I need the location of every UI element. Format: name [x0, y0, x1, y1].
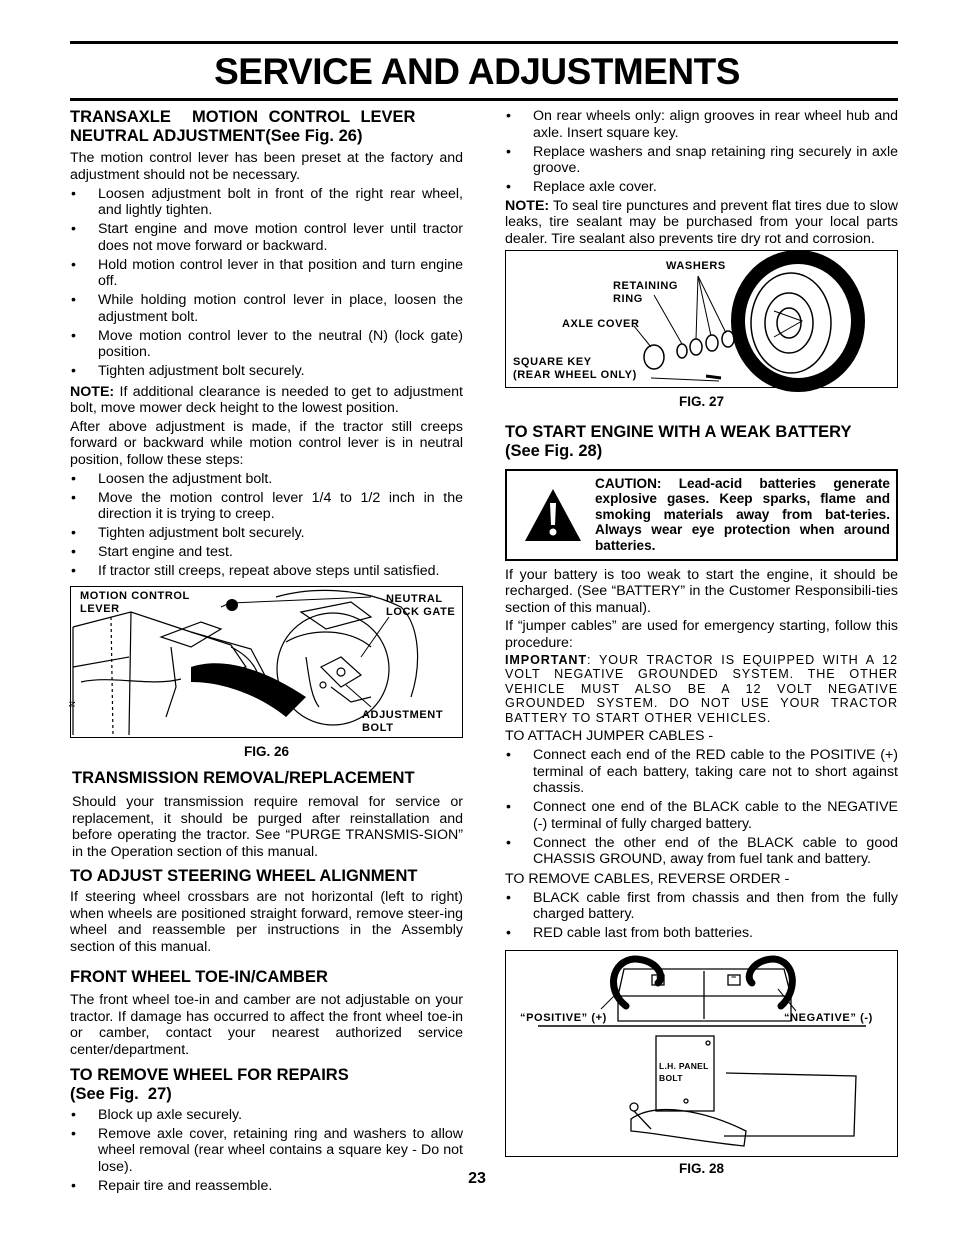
important-text: : YOUR TRACTOR IS EQUIPPED WITH A 12 VOLT NEGATIVE GROUNDED SYSTEM. THE OTHER VEHICLE MUST ALSO BE A 12 VOLT NEGATIVE GROUNDED SYSTEM. DO NOT USE YOUR TRACTOR BATTERY TO START OTHER VEHICLES.	[505, 653, 898, 725]
tire-sealant-note	[505, 198, 898, 248]
remove-steps	[505, 890, 898, 942]
battery-para1: If your battery is too weak to start the engine, it should be recharged. (See “BATTERY” in the Customer Responsibili-ties section of this manual).	[505, 566, 898, 616]
list-item: • Start engine and move motion control lever until tractor does not move forward or backward.	[70, 221, 463, 254]
list-item: • Loosen adjustment bolt in front of the right rear wheel, and lightly tighten.	[70, 186, 463, 219]
remove-wheel-heading	[70, 1066, 463, 1104]
label-retaining-ring: RETAINING RING	[613, 280, 679, 305]
list-item: • Repair tire and reassemble.	[70, 1178, 463, 1195]
steering-text: If steering wheel crossbars are not horizontal (left to right) when wheels are positioned straight forward, remove steer-ing wheel and reassemble per instructions in the Assembly section of this manual.	[70, 889, 463, 955]
transaxle-heading-line1: TRANSAXLE MOTION CONTROL LEVER	[70, 108, 416, 126]
transaxle-note	[70, 384, 463, 417]
note-label: NOTE:	[70, 383, 115, 400]
note-label: NOTE:	[505, 197, 550, 214]
label-positive-terminal: “POSITIVE” (+)	[520, 1011, 607, 1024]
list-item: • Remove axle cover, retaining ring and washers to allow wheel removal (rear wheel contains a square key - Do not lose).	[70, 1126, 463, 1176]
page-number: 23	[468, 1170, 486, 1187]
steering-heading: TO ADJUST STEERING WHEEL ALIGNMENT	[70, 867, 418, 885]
caution-box	[505, 469, 898, 561]
battery-para2: If “jumper cables” are used for emergency starting, follow this procedure:	[505, 618, 898, 651]
label-negative-terminal: “NEGATIVE” (-)	[784, 1011, 873, 1024]
figure-26	[70, 586, 463, 761]
caution-text: CAUTION: Lead-acid batteries generate explosive gases. Keep sparks, flame and smoking materials away from bat-teries. Always wear eye protection when around batteries.	[595, 475, 890, 553]
list-item: • Move the motion control lever 1/4 to 1/2 inch in the direction it is trying to creep.	[70, 490, 463, 523]
list-item: • RED cable last from both batteries.	[505, 925, 898, 942]
list-item: • If tractor still creeps, repeat above steps until satisfied.	[70, 563, 463, 580]
left-column	[70, 108, 463, 1194]
weak-battery-heading-line1: TO START ENGINE WITH A WEAK BATTERY	[505, 422, 852, 441]
transmission-text: Should your transmission require removal for service or replacement, it should be purged after reinstallation and before operating the tractor. See “PURGE TRANSMIS-SION” in the Operation section of this manual.	[72, 794, 463, 860]
list-item: • On rear wheels only: align grooves in rear wheel hub and axle. Insert square key.	[505, 108, 898, 141]
remove-wheel-heading-line2: (See Fig. 27)	[70, 1085, 172, 1103]
list-item: • BLACK cable first from chassis and then from the fully charged battery.	[505, 890, 898, 923]
important-label: IMPORTANT	[505, 653, 588, 667]
minus-symbol: −	[731, 971, 737, 982]
page-title: SERVICE AND ADJUSTMENTS	[214, 51, 740, 92]
plus-symbol: +	[656, 971, 662, 982]
wheel-reassembly-steps	[505, 108, 898, 196]
toein-section	[70, 968, 463, 1058]
list-item: • Tighten adjustment bolt securely.	[70, 363, 463, 380]
list-item: • Move motion control lever to the neutral (N) (lock gate) position.	[70, 328, 463, 361]
top-rule	[70, 41, 898, 44]
label-washers: WASHERS	[666, 260, 726, 272]
note-text: If additional clearance is needed to get to adjustment bolt, move mower deck height to the lowest position.	[70, 383, 463, 416]
list-item: • Hold motion control lever in that position and turn engine off.	[70, 257, 463, 290]
important-notice	[505, 653, 898, 725]
transaxle-creep-steps	[70, 471, 463, 580]
remove-title: TO REMOVE CABLES, REVERSE ORDER -	[505, 870, 790, 887]
transaxle-heading	[70, 108, 463, 146]
list-item: • Loosen the adjustment bolt.	[70, 471, 463, 488]
svg-text:N: N	[68, 700, 77, 707]
steering-section	[70, 867, 463, 955]
title-underline	[70, 98, 898, 101]
list-item: • Connect the other end of the BLACK cable to good CHASSIS GROUND, away from fuel tank and battery.	[505, 835, 898, 868]
label-axle-cover: AXLE COVER	[562, 318, 640, 330]
transaxle-steps	[70, 186, 463, 380]
figure-28-caption: FIG. 28	[678, 1160, 724, 1176]
note-text: To seal tire punctures and prevent flat tires due to slow leaks, tire sealant may be purchased from your local parts dealer. Tire sealant also prevents tire dry rot and corrosion.	[505, 197, 898, 247]
weak-battery-heading-line2: (See Fig. 28)	[505, 441, 603, 460]
label-lh-panel-bolt: L.H. PANEL BOLT	[659, 1060, 709, 1083]
list-item: • Replace washers and snap retaining ring securely in axle groove.	[505, 144, 898, 177]
list-item: • While holding motion control lever in place, loosen the adjustment bolt.	[70, 292, 463, 325]
figure-27-caption: FIG. 27	[678, 394, 724, 409]
list-item: • Connect each end of the RED cable to the POSITIVE (+) terminal of each battery, taking care not to short against chassis.	[505, 747, 898, 797]
figure-26-illustration	[70, 586, 463, 738]
list-item: • Tighten adjustment bolt securely.	[70, 525, 463, 542]
list-item: • Block up axle securely.	[70, 1107, 463, 1124]
figure-28	[505, 950, 898, 1178]
weak-battery-heading	[505, 423, 898, 461]
label-neutral-lock-gate: NEUTRAL LOCK GATE	[386, 592, 456, 618]
label-square-key: SQUARE KEY (REAR WHEEL ONLY)	[513, 356, 637, 381]
toein-heading: FRONT WHEEL TOE-IN/CAMBER	[70, 968, 328, 986]
label-adjustment-bolt: ADJUSTMENT BOLT	[362, 708, 444, 734]
transaxle-after-text: After above adjustment is made, if the tractor still creeps forward or backward while motion control lever is in neutral position, follow these steps:	[70, 418, 463, 468]
list-item: • Start engine and test.	[70, 544, 463, 561]
transaxle-section	[70, 108, 463, 580]
right-column	[505, 108, 898, 1177]
attach-steps	[505, 747, 898, 868]
figure-27-illustration	[505, 250, 898, 388]
transmission-section	[70, 769, 463, 860]
label-motion-control-lever: MOTION CONTROL LEVER	[80, 589, 190, 615]
transmission-heading: TRANSMISSION REMOVAL/REPLACEMENT	[72, 769, 415, 787]
jumper-cable-drawing	[506, 951, 899, 1158]
transaxle-intro: The motion control lever has been preset at the factory and adjustment should not be necessary.	[70, 150, 463, 183]
warning-icon	[513, 487, 593, 543]
list-item: • Connect one end of the BLACK cable to the NEGATIVE (-) terminal of fully charged battery.	[505, 799, 898, 832]
list-item: • Replace axle cover.	[505, 179, 898, 196]
weak-battery-section	[505, 423, 898, 942]
figure-26-caption: FIG. 26	[243, 743, 289, 759]
remove-wheel-heading-line1: TO REMOVE WHEEL FOR REPAIRS	[70, 1066, 349, 1084]
figure-28-illustration	[505, 950, 898, 1157]
attach-title: TO ATTACH JUMPER CABLES -	[505, 728, 714, 745]
toein-text: The front wheel toe-in and camber are not adjustable on your tractor. If damage has occurred to affect the front wheel toe-in or camber, contact your nearest authorized service center/department.	[70, 992, 463, 1058]
figure-27	[505, 250, 898, 411]
transaxle-heading-line2: NEUTRAL ADJUSTMENT(See Fig. 26)	[70, 127, 363, 145]
